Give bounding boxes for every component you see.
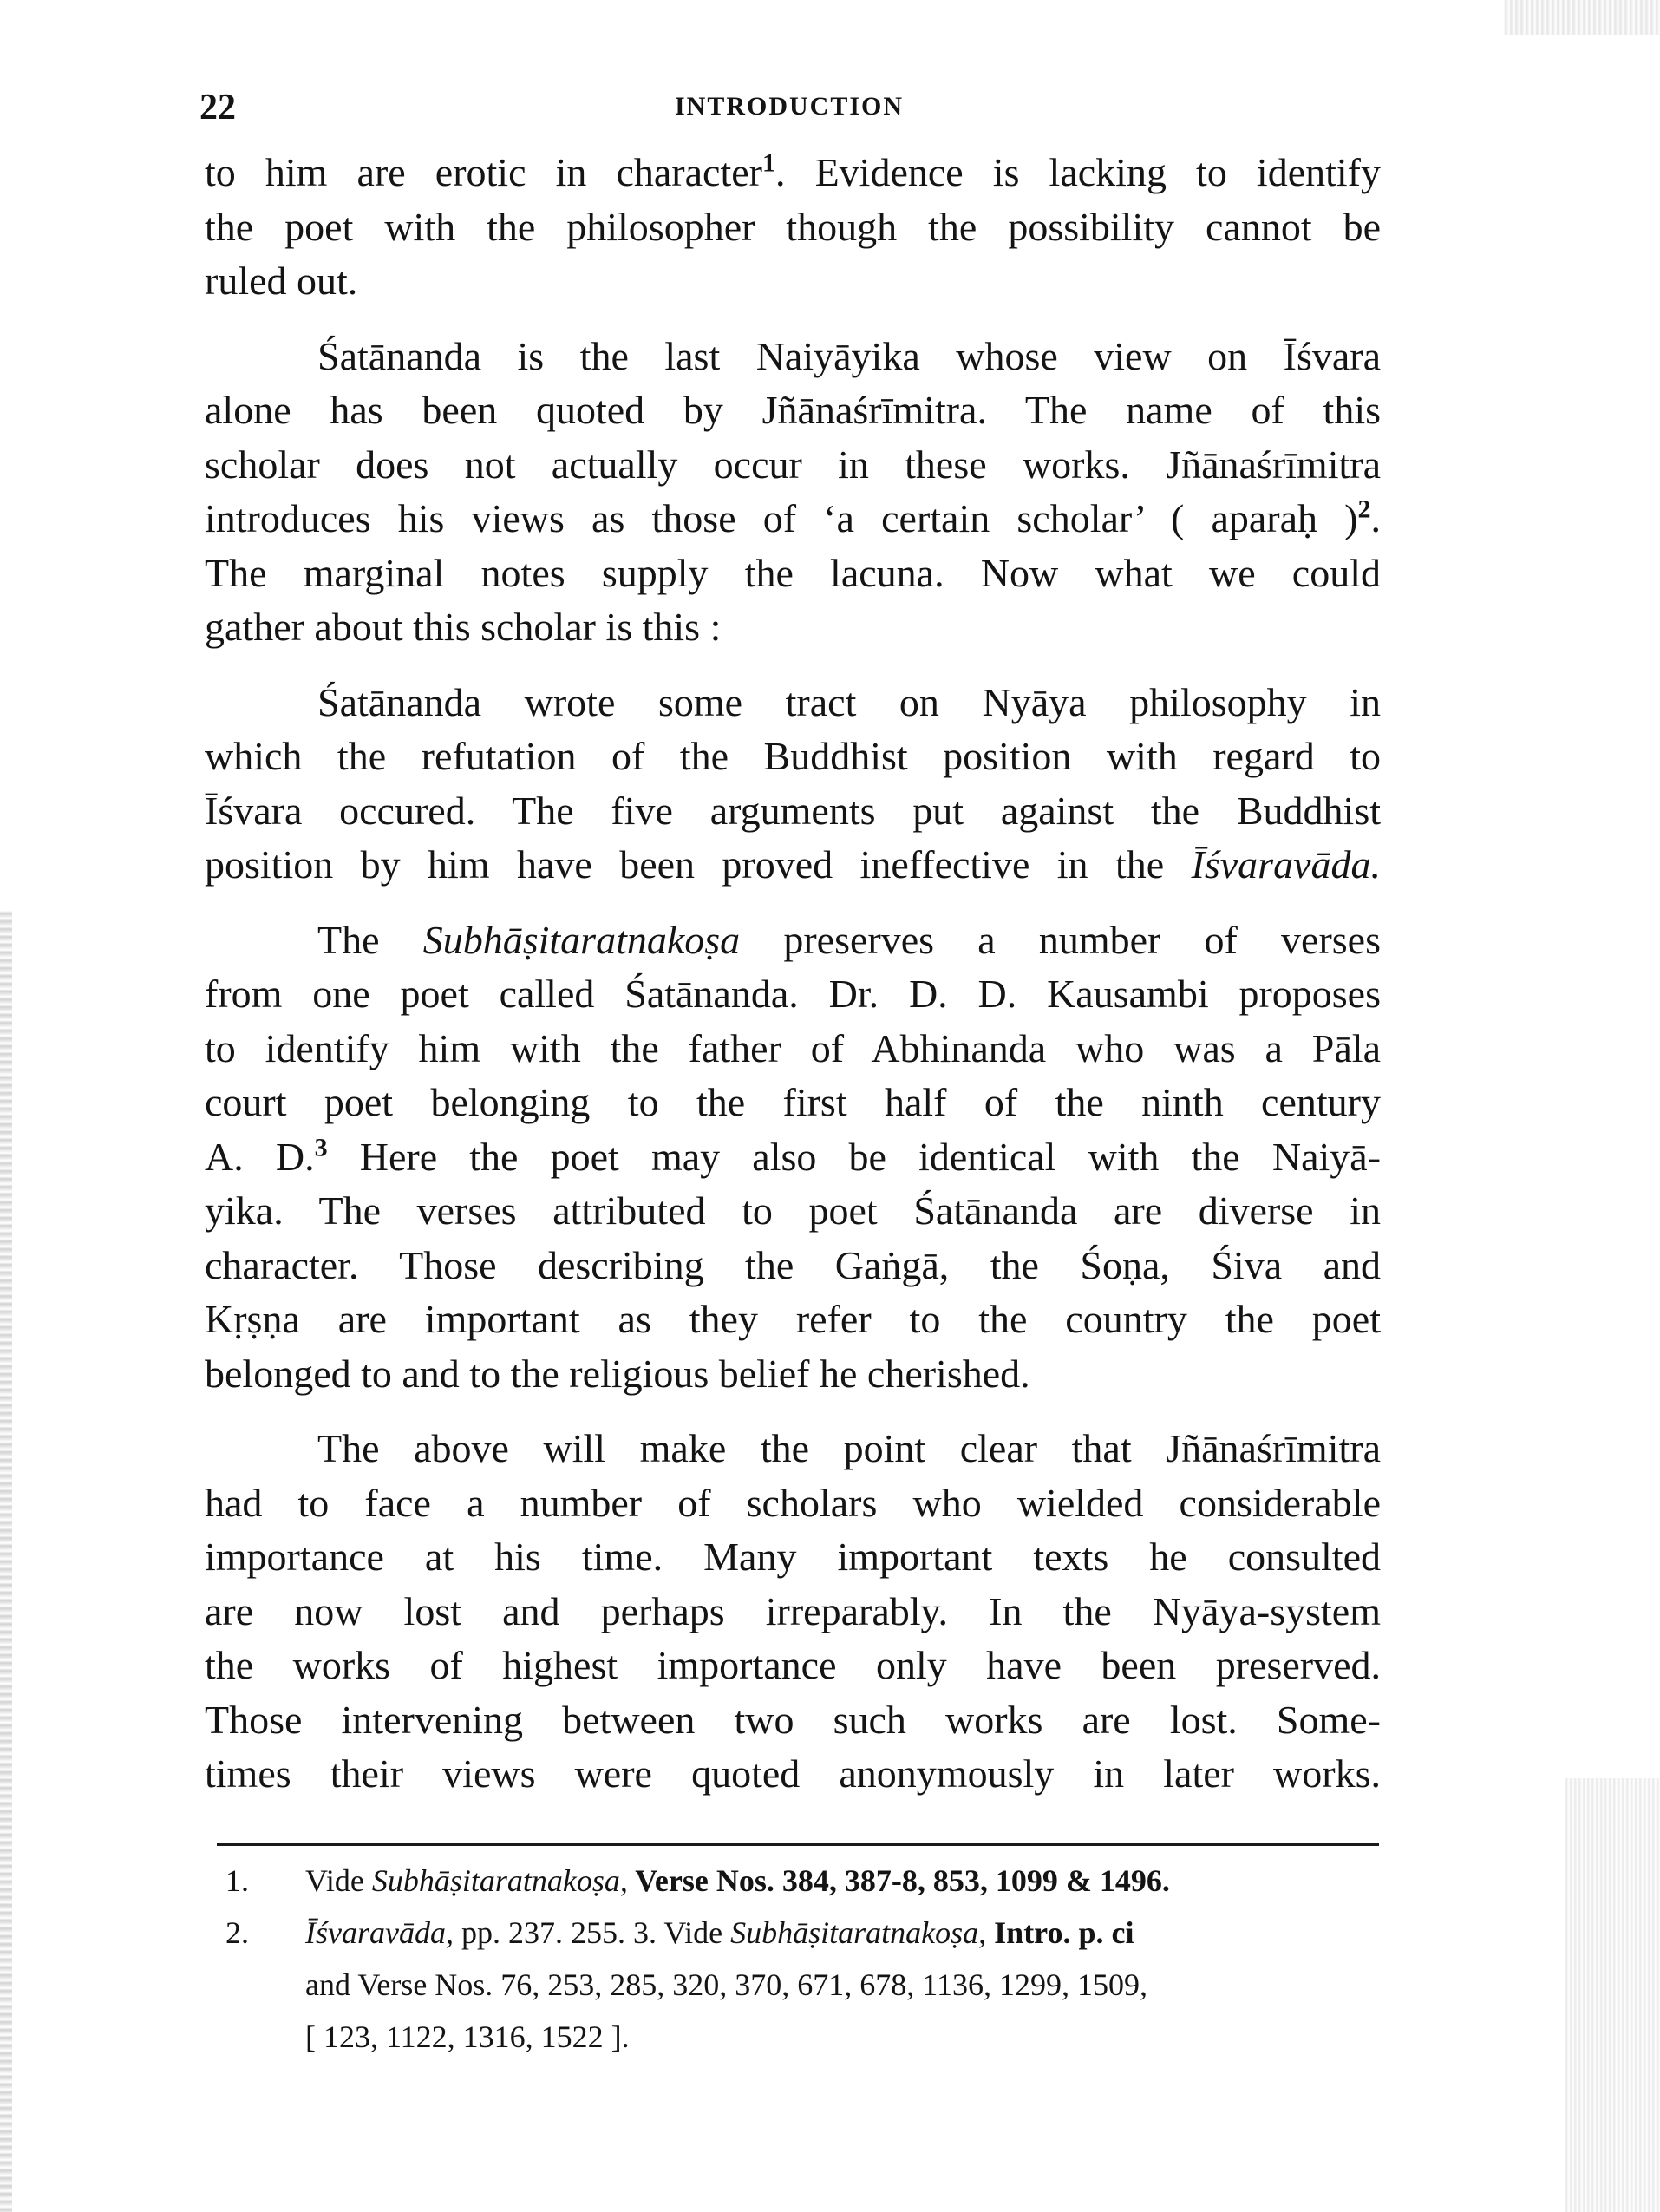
paragraph-gap <box>205 655 1381 676</box>
text-line: introduces his views as those of ‘a certain scholar’ ( aparaḥ )$^2$. <box>205 494 1381 540</box>
text-line: times their views were quoted anonymously in later works. <box>205 1751 1381 1796</box>
scan-noise-left <box>0 911 12 2212</box>
text-line: ruled out. <box>205 259 358 303</box>
footnote-marker: 3 <box>314 1133 328 1162</box>
text-line: had to face a number of scholars who wielded considerable <box>205 1480 1381 1525</box>
footnote-rule <box>217 1843 1379 1846</box>
text-line: to him are erotic in character$^1$. Evidence is lacking to identify <box>205 148 1381 194</box>
page-number: 22 <box>199 88 236 128</box>
footnote-continuation: and Verse Nos. 76, 253, 285, 320, 370, 671, 678, 1136, 1299, 1509, <box>305 1967 1147 2002</box>
page-header <box>199 80 1379 132</box>
text-line: to identify him with the father of Abhinanda who was a Pāla <box>205 1025 1381 1070</box>
footnote-number: 1. <box>225 1863 249 1898</box>
text-line: The above will make the point clear that Jñānaśrīmitra <box>317 1426 1381 1470</box>
scan-noise-top-right <box>1504 0 1660 35</box>
paragraph-gap <box>205 1401 1381 1422</box>
text-line: yika. The verses attributed to poet Śatānanda are diverse in <box>205 1188 1381 1233</box>
work-title: Subhāṣitaratnakoṣa, <box>371 1863 628 1898</box>
text-line: Those intervening between two such works are lost. Some- <box>205 1697 1381 1742</box>
text-line: The Subhāṣitaratnakoṣa preserves a number of verses <box>317 917 1381 962</box>
text-line: alone has been quoted by Jñānaśrīmitra. The name of this <box>205 388 1381 432</box>
text-line: are now lost and perhaps irreparably. In the Nyāya-system <box>205 1588 1381 1633</box>
footnote-continuation: [ 123, 1122, 1316, 1522 ]. <box>305 2019 630 2054</box>
footnote-number: 2. <box>225 1915 249 1950</box>
text-line: gather about this scholar is this : <box>205 605 722 649</box>
text-line: importance at his time. Many important texts he consulted <box>205 1535 1381 1579</box>
text-line: Īśvara occured. The five arguments put against the Buddhist <box>205 788 1381 833</box>
text-line: Kṛṣṇa are important as they refer to the country the poet <box>205 1297 1381 1341</box>
text-line: which the refutation of the Buddhist position with regard to <box>205 734 1381 778</box>
work-title: Īśvaravāda. <box>1191 842 1382 887</box>
text-line: belonged to and to the religious belief he cherished. <box>205 1351 1030 1396</box>
text-line: Śatānanda wrote some tract on Nyāya philosophy in <box>317 679 1381 724</box>
text-line: scholar does not actually occur in these works. Jñānaśrīmitra <box>205 442 1381 487</box>
footnote-marker: 2 <box>1357 494 1371 524</box>
text-line: the works of highest importance only have been preserved. <box>205 1643 1381 1687</box>
text-line: character. Those describing the Gaṅgā, the Śoṇa, Śiva and <box>205 1242 1381 1287</box>
work-title: Īśvaravāda, <box>305 1915 454 1950</box>
work-title: Subhāṣitaratnakoṣa <box>422 917 741 962</box>
text-line: from one poet called Śatānanda. Dr. D. D. Kausambi proposes <box>205 972 1381 1016</box>
footnotes <box>225 1855 1388 2063</box>
text-line: court poet belonging to the first half of the ninth century <box>205 1080 1381 1124</box>
text-line: A. D.$^3$ Here the poet may also be identical with the Naiyā- <box>205 1133 1382 1179</box>
text-line: Śatānanda is the last Naiyāyika whose view on Īśvara <box>317 333 1381 378</box>
text-line: position by him have been proved ineffective in the Īśvaravāda. <box>205 842 1382 887</box>
scan-noise-bottom-right <box>1565 1778 1660 2212</box>
footnote-2: 2. Īśvaravāda, pp. 237. 255. 3. Vide Subhāṣitaratnakoṣa, Intro. p. ci <box>225 1907 1388 1959</box>
body-text <box>205 146 1381 1802</box>
text-line: the poet with the philosopher though the possibility cannot be <box>205 204 1381 249</box>
work-title: Subhāṣitaratnakoṣa, <box>730 1915 987 1950</box>
footnote-1: 1. Vide Subhāṣitaratnakoṣa, Verse Nos. 384, 387-8, 853, 1099 & 1496. <box>225 1855 1388 1907</box>
running-head: INTRODUCTION <box>674 92 905 121</box>
text-line: The marginal notes supply the lacuna. Now what we could <box>205 550 1381 595</box>
paragraph-gap <box>205 893 1381 913</box>
paragraph-gap <box>205 309 1381 330</box>
footnote-marker: 1 <box>761 148 775 178</box>
